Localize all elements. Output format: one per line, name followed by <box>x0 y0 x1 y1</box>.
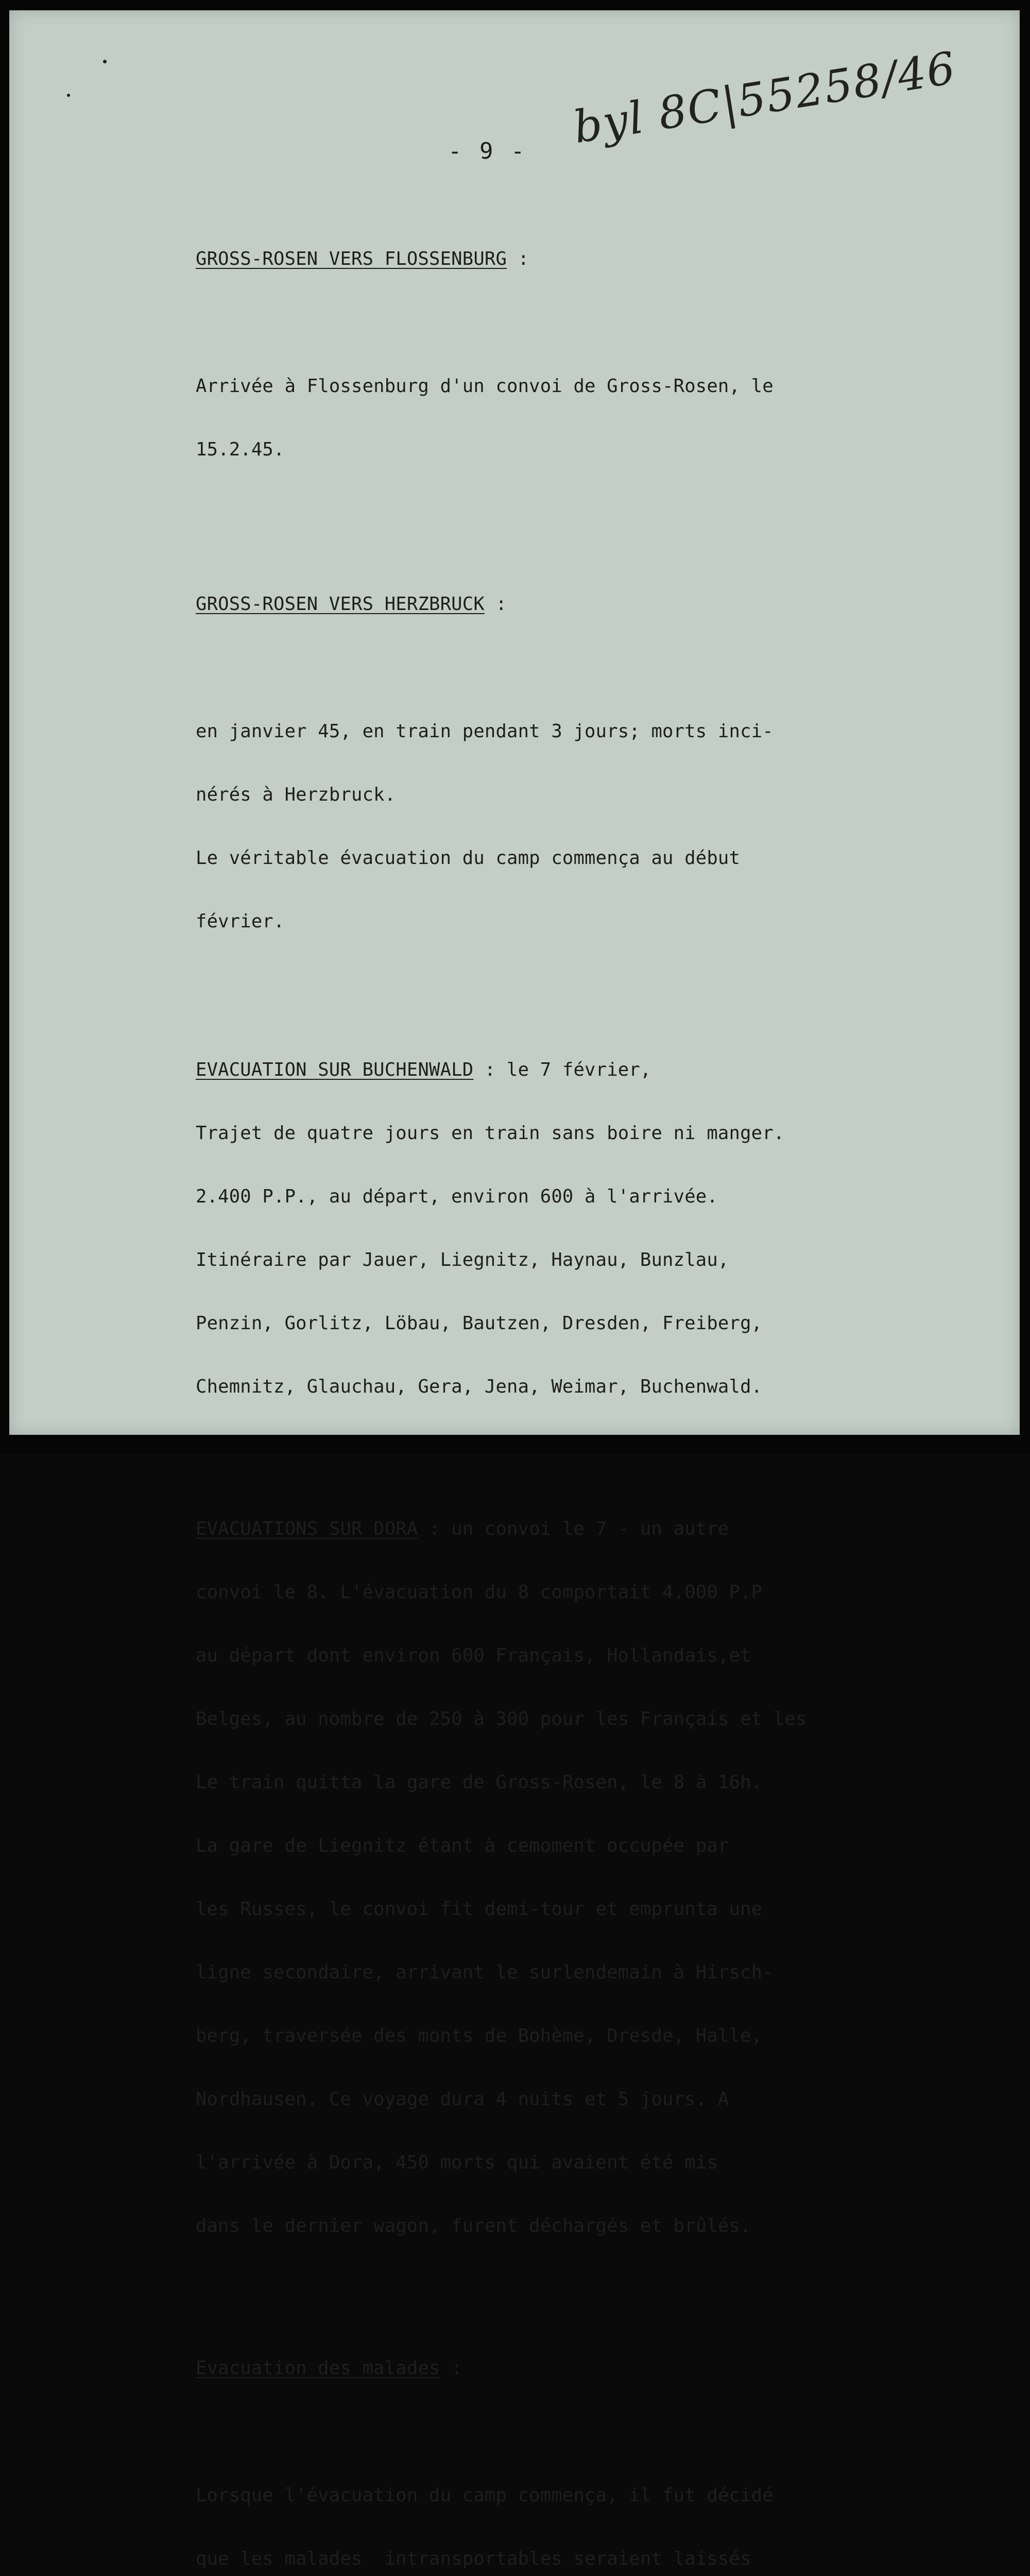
section-heading-line <box>196 2358 958 2379</box>
section-heading-line <box>196 1518 958 1539</box>
section-heading-line <box>196 1059 958 1080</box>
text-line: février. <box>196 911 285 932</box>
document-body <box>196 206 958 2576</box>
text-line: en janvier 45, en train pendant 3 jours; morts inci- <box>196 721 774 742</box>
heading-colon: : <box>440 2358 462 2379</box>
section-heading: GROSS-ROSEN VERS FLOSSENBURG <box>196 248 507 269</box>
handwritten-archive-reference: byl 8C|55258/46 <box>570 42 960 154</box>
text-line: Itinéraire par Jauer, Liegnitz, Haynau, Bunzlau, <box>196 1249 729 1270</box>
heading-colon: : <box>507 248 529 269</box>
text-line: convoi le 8. L'évacuation du 8 comportait 4.000 P.P <box>196 1582 763 1603</box>
section-heading: GROSS-ROSEN VERS HERZBRUCK <box>196 594 485 615</box>
heading-rest: : le 7 février, <box>473 1059 651 1080</box>
text-line: Penzin, Gorlitz, Löbau, Bautzen, Dresden, Freiberg, <box>196 1313 763 1334</box>
section-heading: EVACUATION SUR BUCHENWALD <box>196 1059 474 1080</box>
text-line: 15.2.45. <box>196 439 285 460</box>
text-line: au départ dont environ 600 Français, Hollandais,et <box>196 1645 751 1666</box>
page-number: - 9 - <box>448 138 527 164</box>
text-line: Trajet de quatre jours en train sans boire ni manger. <box>196 1123 785 1144</box>
punch-mark <box>103 60 107 63</box>
text-line: que les malades intransportables seraient laissés <box>196 2548 751 2569</box>
text-line: nérés à Herzbruck. <box>196 784 396 805</box>
section-heading: Evacuation des malades <box>196 2358 440 2379</box>
text-line: Le train quitta la gare de Gross-Rosen, le 8 à 16h. <box>196 1772 763 1793</box>
text-line: ligne secondaire, arrivant le surlendemain à Hirsch- <box>196 1962 774 1983</box>
section-heading: EVACUATIONS SUR DORA <box>196 1518 418 1539</box>
heading-rest: : un convoi le 7 - un autre <box>418 1518 729 1539</box>
text-line: La gare de Liegnitz étant à cemoment occupée par <box>196 1835 729 1856</box>
text-line: Belges, au nombre de 250 à 300 pour les Français et les <box>196 1708 807 1730</box>
text-line: berg, traversée des monts de Bohème, Dresde, Halle, <box>196 2025 763 2046</box>
text-line: 2.400 P.P., au départ, environ 600 à l'arrivée. <box>196 1186 718 1207</box>
heading-colon: : <box>484 594 507 615</box>
text-line: dans le dernier wagon, furent déchargés et brûlés. <box>196 2215 751 2236</box>
text-line: Le véritable évacuation du camp commença au début <box>196 848 741 869</box>
text-line: Chemnitz, Glauchau, Gera, Jena, Weimar, Buchenwald. <box>196 1376 763 1397</box>
text-line: Nordhausen. Ce voyage dura 4 nuits et 5 jours. A <box>196 2089 729 2110</box>
text-line: Arrivée à Flossenburg d'un convoi de Gross-Rosen, le <box>196 376 774 397</box>
section-heading-line <box>196 594 958 615</box>
text-line: l'arrivée à Dora, 450 morts qui avaient été mis <box>196 2152 718 2173</box>
text-line: Lorsque l'évacuation du camp commença, il fut décidé <box>196 2485 774 2506</box>
punch-mark <box>67 94 70 97</box>
section-heading-line <box>196 248 958 269</box>
text-line: les Russes, le convoi fit demi-tour et emprunta une <box>196 1899 763 1920</box>
